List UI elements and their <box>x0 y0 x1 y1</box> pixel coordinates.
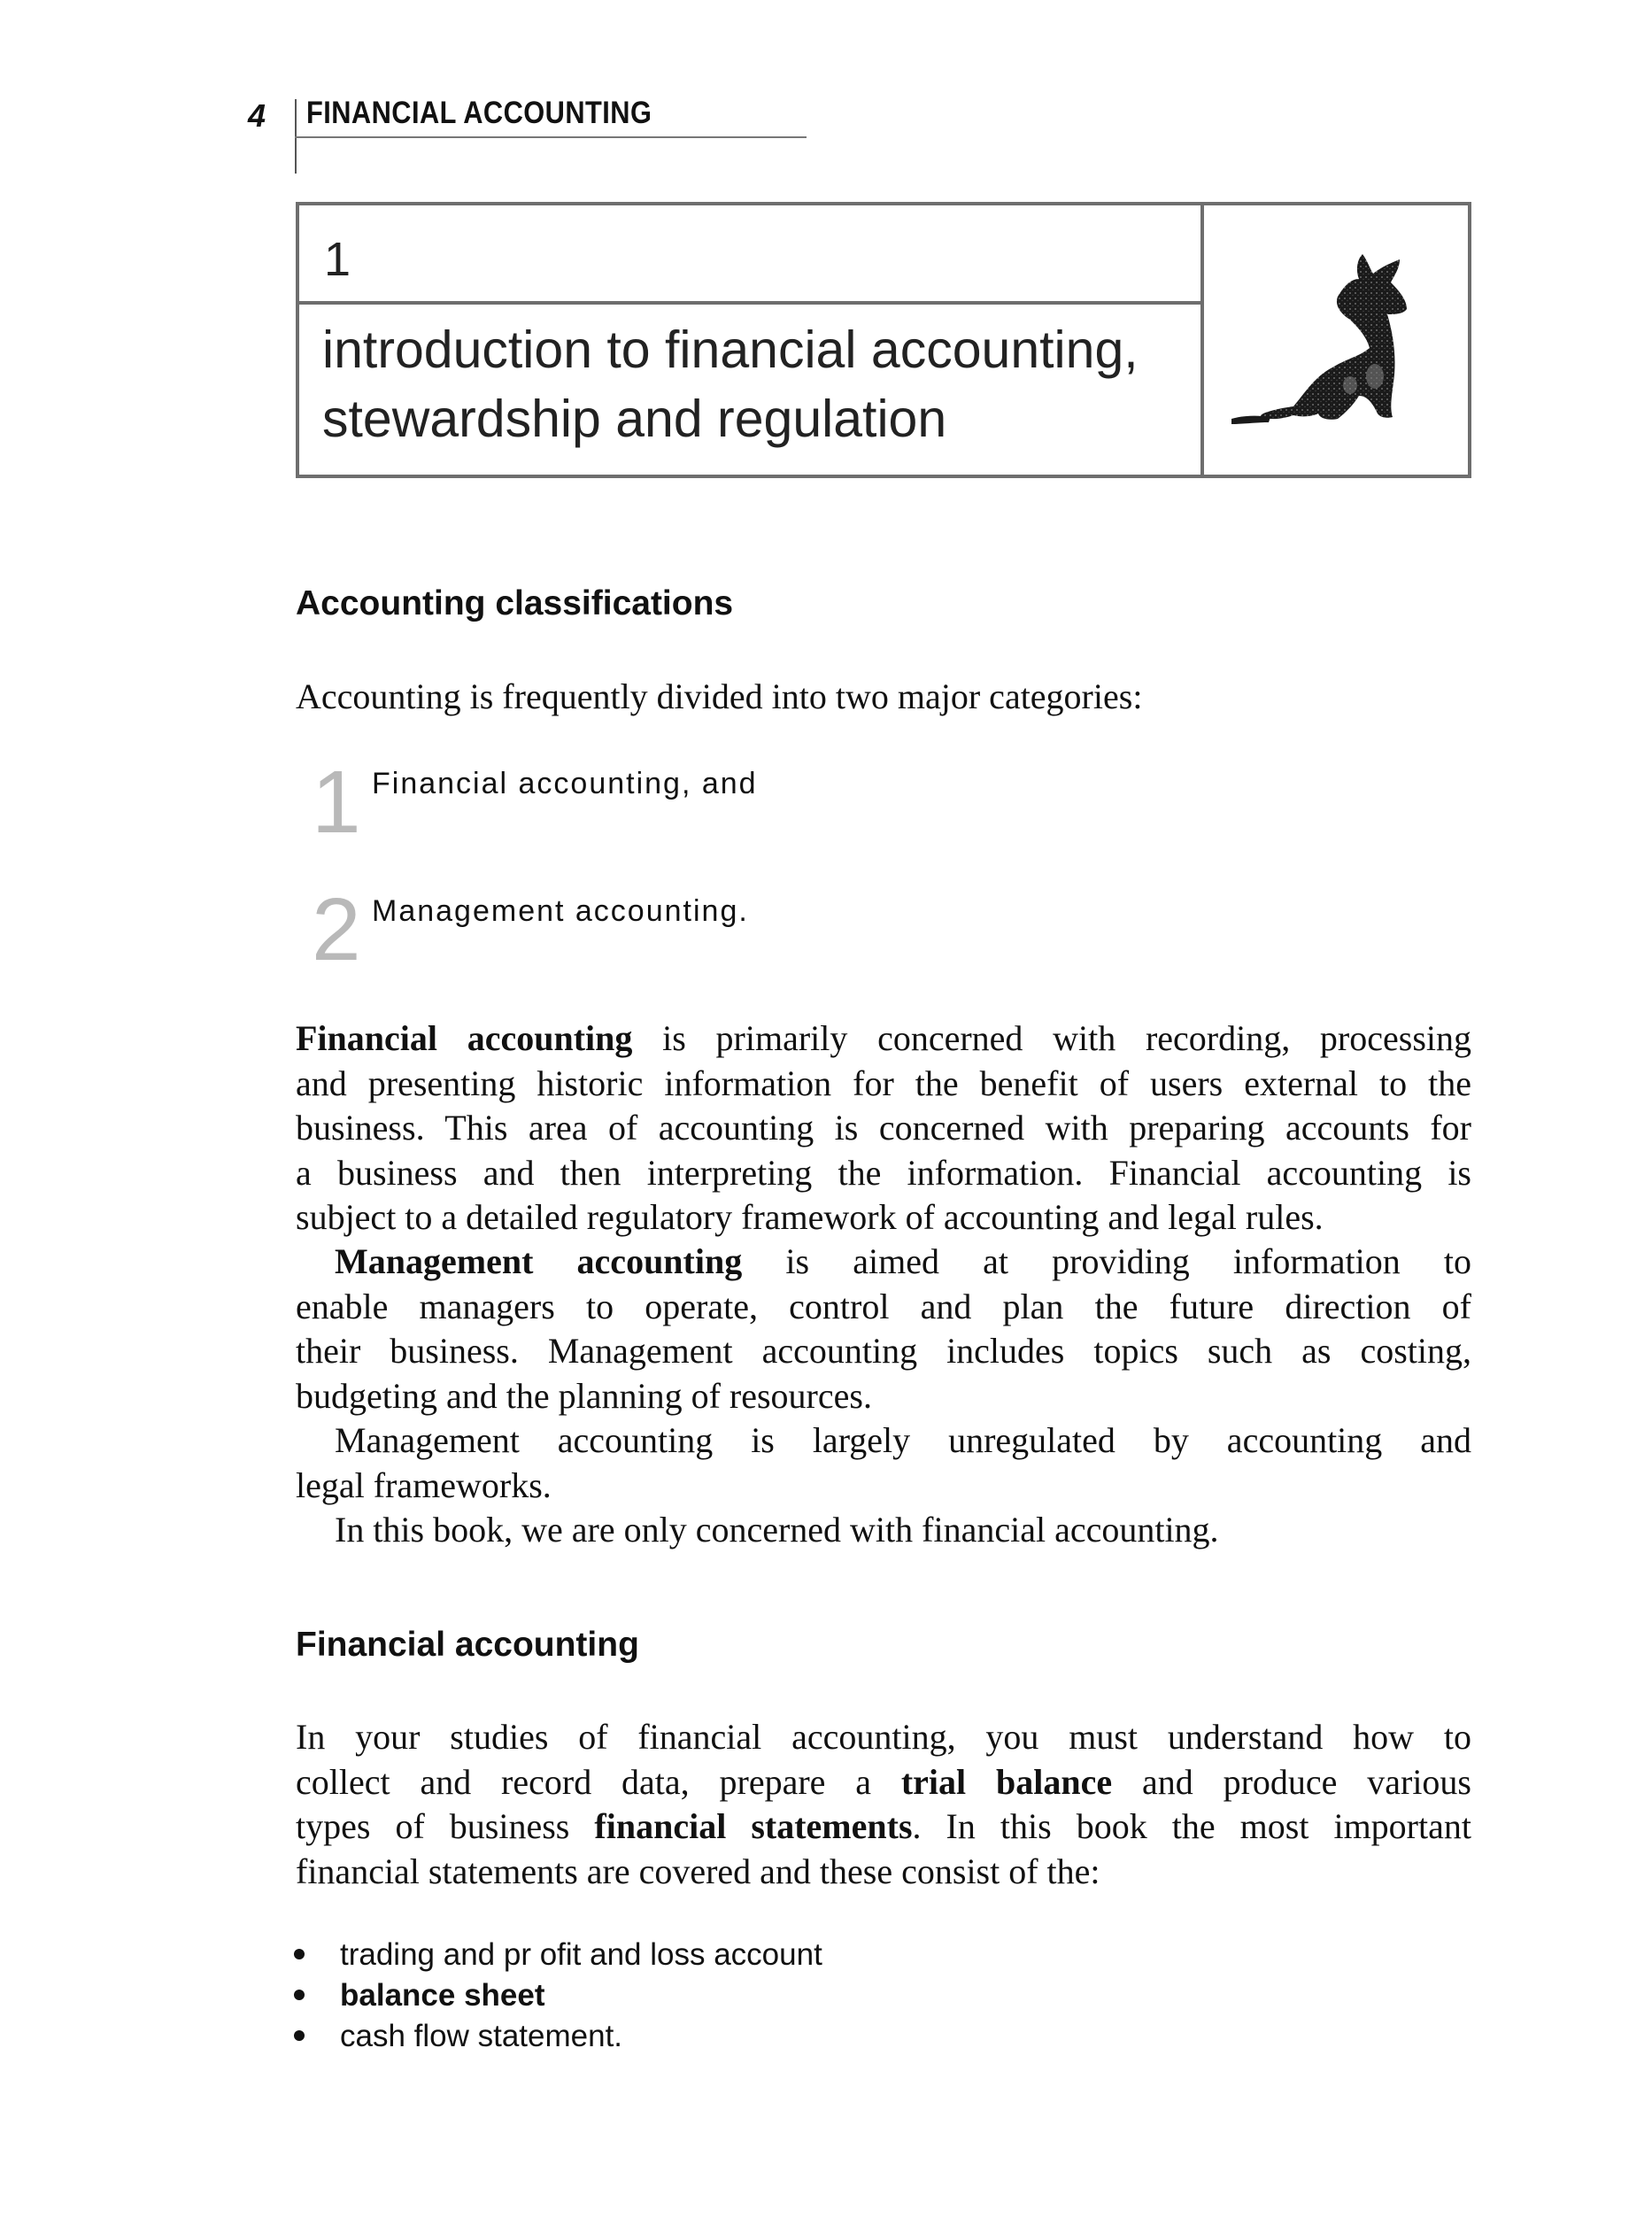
paragraph-text: and produce various <box>1112 1761 1471 1802</box>
bullet-item <box>294 1937 822 1973</box>
paragraph-text: collect and record data, prepare a <box>296 1761 901 1802</box>
bullet-item <box>294 1978 545 2013</box>
paragraph-studies <box>296 1715 1471 1894</box>
intro-paragraph: Accounting is frequently divided into two major categories: <box>296 676 1143 716</box>
list-number-2: 2 <box>312 880 361 979</box>
paragraph-line: In your studies of financial accounting, you must understand how to <box>296 1717 1471 1757</box>
paragraph-text: is aimed at providing information to <box>742 1241 1472 1281</box>
bullet-text: cash flow statement. <box>340 2019 623 2053</box>
bullet-icon <box>294 1949 305 1959</box>
scottie-dog-icon <box>1226 243 1439 438</box>
term-financial-statements: financial statements <box>594 1806 913 1846</box>
paragraph-line <box>296 1016 1471 1062</box>
chapter-box-horizontal-divider <box>296 301 1202 305</box>
bullet-item <box>294 2019 622 2054</box>
paragraph-text: is primarily concerned with recording, processing <box>632 1018 1472 1058</box>
paragraph-management-accounting <box>296 1240 1471 1418</box>
chapter-title <box>322 315 1199 453</box>
chapter-box-vertical-divider <box>1200 202 1204 478</box>
chapter-number: 1 <box>324 233 351 286</box>
paragraph-line <box>296 1240 1471 1285</box>
header-horizontal-rule <box>295 136 807 138</box>
term-management-accounting: Management accounting <box>335 1241 743 1281</box>
paragraph-text: . In this book the most important <box>912 1806 1471 1846</box>
paragraph-book-scope: In this book, we are only concerned with financial accounting. <box>335 1510 1219 1550</box>
paragraph-line: legal frameworks. <box>296 1464 552 1505</box>
paragraph-line: enable managers to operate, control and plan the future direction of <box>296 1286 1471 1326</box>
bullet-icon <box>294 1990 305 2000</box>
paragraph-line <box>296 1805 1471 1850</box>
running-header-title: FINANCIAL ACCOUNTING <box>306 96 652 130</box>
term-financial-accounting: Financial accounting <box>296 1018 633 1058</box>
page-number: 4 <box>248 97 266 134</box>
list-item-financial-accounting: Financial accounting, and <box>372 767 758 800</box>
bullet-text: balance sheet <box>340 1978 545 2013</box>
section-heading-accounting-classifications: Accounting classifications <box>296 584 734 622</box>
paragraph-line: a business and then interpreting the information. Financial accounting is <box>296 1152 1471 1193</box>
paragraph-line: Management accounting is largely unregulated by accounting and <box>335 1420 1471 1460</box>
paragraph-unregulated <box>296 1418 1471 1508</box>
chapter-title-line-2: stewardship and regulation <box>322 390 947 448</box>
paragraph-line: business. This area of accounting is concerned with preparing accounts for <box>296 1108 1471 1148</box>
paragraph-financial-accounting <box>296 1016 1471 1240</box>
paragraph-line: budgeting and the planning of resources. <box>296 1375 872 1416</box>
bullet-icon <box>294 2030 305 2041</box>
bullet-text: trading and pr ofit and loss account <box>340 1937 822 1972</box>
paragraph-line <box>296 1760 1471 1805</box>
paragraph-text: types of business <box>296 1806 595 1846</box>
paragraph-line: financial statements are covered and these consist of the: <box>296 1851 1100 1891</box>
chapter-title-line-1: introduction to financial accounting, <box>322 321 1139 379</box>
scottie-dog-illustration <box>1226 243 1439 438</box>
paragraph-line: and presenting historic information for the benefit of users external to the <box>296 1063 1471 1103</box>
list-item-management-accounting: Management accounting. <box>372 894 749 928</box>
list-number-1: 1 <box>312 753 361 852</box>
paragraph-line: their business. Management accounting includes topics such as costing, <box>296 1331 1471 1371</box>
paragraph-line: subject to a detailed regulatory framework of accounting and legal rules. <box>296 1197 1324 1237</box>
term-trial-balance: trial balance <box>900 1761 1113 1802</box>
section-heading-financial-accounting: Financial accounting <box>296 1626 639 1664</box>
